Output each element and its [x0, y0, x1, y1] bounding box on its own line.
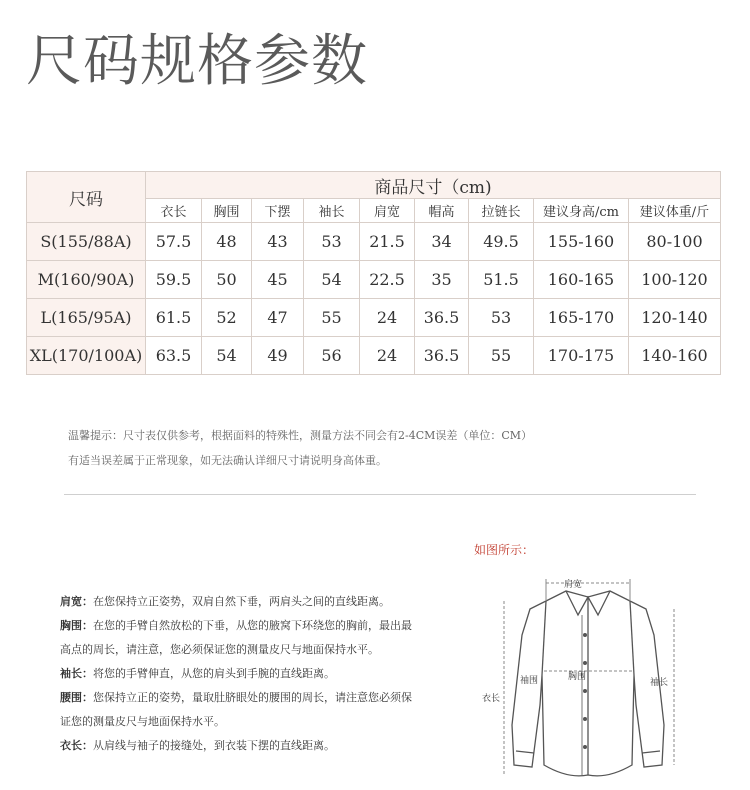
table-cell: 35 — [415, 261, 469, 299]
table-cell: 59.5 — [146, 261, 202, 299]
column-header: 肩宽 — [360, 199, 415, 223]
table-row — [27, 223, 721, 261]
table-cell: 24 — [360, 299, 415, 337]
column-header: 拉链长 — [469, 199, 534, 223]
table-cell: 160-165 — [534, 261, 629, 299]
table-cell: 100-120 — [629, 261, 721, 299]
size-cell: XL(170/100A) — [27, 337, 146, 375]
table-cell: 24 — [360, 337, 415, 375]
definition-item — [60, 638, 460, 662]
definition-item — [60, 662, 460, 686]
measurement-definitions — [60, 590, 460, 758]
column-header: 胸围 — [202, 199, 252, 223]
sleeve-inner-label: 袖围 — [520, 675, 539, 685]
table-cell: 51.5 — [469, 261, 534, 299]
size-cell: L(165/95A) — [27, 299, 146, 337]
shoulder-label: 肩宽 — [564, 579, 583, 589]
table-cell: 120-140 — [629, 299, 721, 337]
definition-term: 腰围： — [60, 691, 93, 704]
table-cell: 43 — [252, 223, 304, 261]
column-header: 下摆 — [252, 199, 304, 223]
definition-item — [60, 614, 460, 638]
section-divider — [64, 494, 696, 495]
definition-item — [60, 734, 460, 758]
column-header: 袖长 — [304, 199, 360, 223]
table-cell: 54 — [202, 337, 252, 375]
table-cell: 61.5 — [146, 299, 202, 337]
table-cell: 47 — [252, 299, 304, 337]
table-cell: 49.5 — [469, 223, 534, 261]
table-cell: 55 — [304, 299, 360, 337]
size-chart-table — [26, 171, 721, 375]
table-cell: 53 — [469, 299, 534, 337]
size-note-line-1: 温馨提示：尺寸表仅供参考，根据面料的特殊性，测量方法不同会有2-4CM误差（单位：CM） — [68, 429, 533, 442]
size-cell: S(155/88A) — [27, 223, 146, 261]
column-header: 建议体重/斤 — [629, 199, 721, 223]
definition-text: 从肩线与袖子的接缝处，到衣装下摆的直线距离。 — [93, 739, 335, 752]
definition-item — [60, 710, 460, 734]
size-note-line-2: 有适当误差属于正常现象，如无法确认详细尺寸请说明身高体重。 — [68, 454, 387, 467]
chest-label: 胸围 — [568, 671, 587, 681]
shirt-measurement-diagram — [478, 575, 698, 787]
table-cell: 49 — [252, 337, 304, 375]
table-cell: 21.5 — [360, 223, 415, 261]
table-cell: 45 — [252, 261, 304, 299]
definition-term: 肩宽： — [60, 595, 93, 608]
table-cell: 170-175 — [534, 337, 629, 375]
table-cell: 52 — [202, 299, 252, 337]
table-cell: 55 — [469, 337, 534, 375]
definition-text: 高点的周长，请注意，您必须保证您的测量皮尺与地面保持水平。 — [60, 643, 379, 656]
table-cell: 34 — [415, 223, 469, 261]
dimensions-group-header: 商品尺寸（cm) — [146, 172, 721, 199]
size-cell: M(160/90A) — [27, 261, 146, 299]
table-row — [27, 299, 721, 337]
table-cell: 165-170 — [534, 299, 629, 337]
table-cell: 53 — [304, 223, 360, 261]
table-cell: 57.5 — [146, 223, 202, 261]
column-header: 建议身高/cm — [534, 199, 629, 223]
table-cell: 56 — [304, 337, 360, 375]
column-header: 帽高 — [415, 199, 469, 223]
shirt-buttons — [583, 633, 587, 749]
page-title: 尺码规格参数 — [26, 29, 368, 94]
figure-caption: 如图所示： — [474, 543, 535, 557]
table-cell: 63.5 — [146, 337, 202, 375]
table-row — [27, 261, 721, 299]
table-cell: 54 — [304, 261, 360, 299]
size-column-header: 尺码 — [27, 172, 146, 223]
definition-item — [60, 686, 460, 710]
definition-text: 您保持立正的姿势，量取肚脐眼处的腰围的周长，请注意您必须保 — [93, 691, 412, 704]
table-cell: 48 — [202, 223, 252, 261]
definition-item — [60, 590, 460, 614]
table-cell: 80-100 — [629, 223, 721, 261]
table-cell: 22.5 — [360, 261, 415, 299]
table-row — [27, 337, 721, 375]
definition-term: 衣长： — [60, 739, 93, 752]
sleeve-length-label: 袖长 — [650, 677, 669, 687]
table-cell: 140-160 — [629, 337, 721, 375]
definition-text: 证您的测量皮尺与地面保持水平。 — [60, 715, 225, 728]
definition-term: 胸围： — [60, 619, 93, 632]
table-cell: 36.5 — [415, 299, 469, 337]
definition-text: 在您保持立正姿势，双肩自然下垂，两肩头之间的直线距离。 — [93, 595, 390, 608]
table-cell: 36.5 — [415, 337, 469, 375]
column-header: 衣长 — [146, 199, 202, 223]
length-label: 衣长 — [482, 693, 501, 703]
definition-text: 将您的手臂伸直，从您的肩头到手腕的直线距离。 — [93, 667, 335, 680]
definition-text: 在您的手臂自然放松的下垂，从您的腋窝下环绕您的胸前，最出最 — [93, 619, 412, 632]
table-cell: 50 — [202, 261, 252, 299]
table-cell: 155-160 — [534, 223, 629, 261]
definition-term: 袖长： — [60, 667, 93, 680]
